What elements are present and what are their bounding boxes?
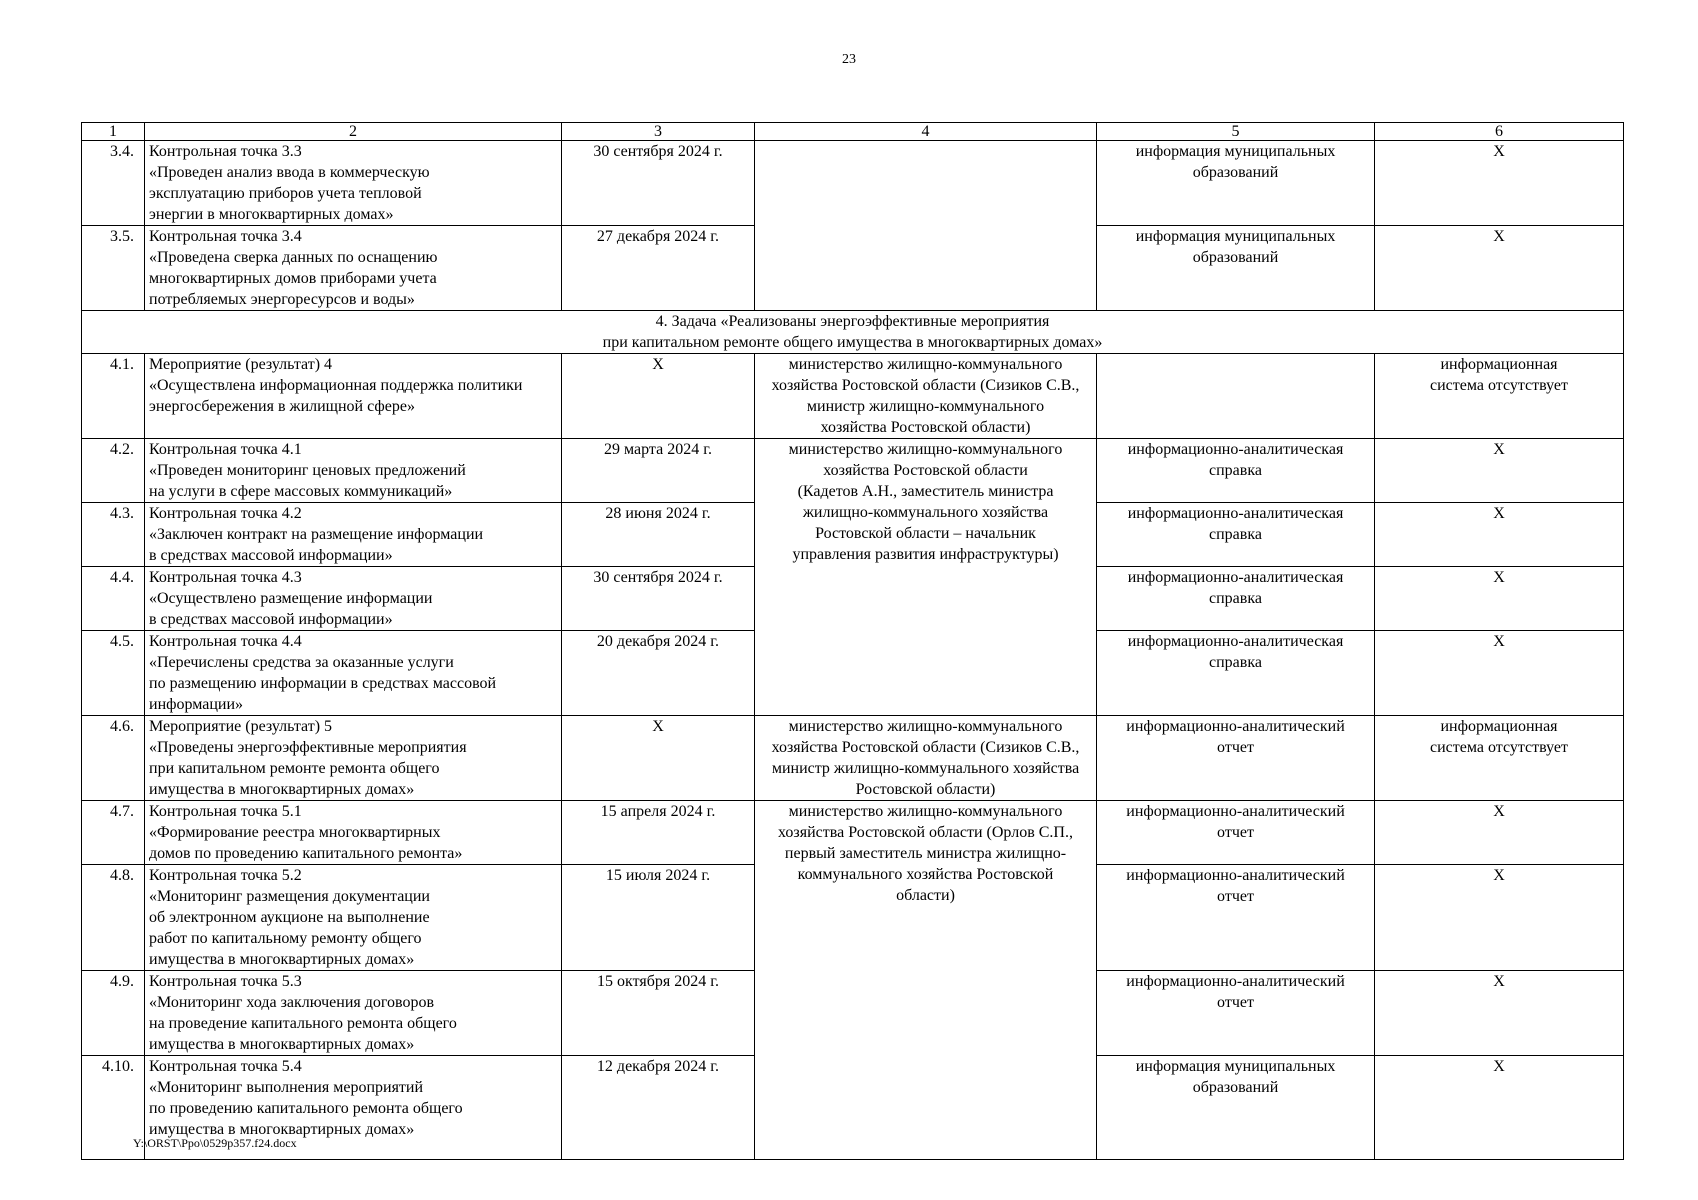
task-row — [82, 311, 1624, 354]
row-number: 4.10. — [82, 1056, 145, 1160]
item-description: Контрольная точка 4.4 «Перечислены средства за оказанные услуги по размещению информации в средствах массовой информации» — [145, 631, 562, 716]
row-number: 4.9. — [82, 971, 145, 1056]
deadline: 29 марта 2024 г. — [562, 439, 755, 503]
table-row — [82, 141, 1624, 226]
info-system: X — [1375, 141, 1624, 226]
document-type: информационно-аналитический отчет — [1097, 716, 1375, 801]
deadline: 27 декабря 2024 г. — [562, 226, 755, 311]
item-description: Контрольная точка 4.2 «Заключен контракт на размещение информации в средствах массовой информации» — [145, 503, 562, 567]
item-description: Контрольная точка 5.2 «Мониторинг размещения документации об электронном аукционе на выполнение работ по капитальному ремонту общего имущества в многоквартирных домах» — [145, 865, 562, 971]
deadline: 30 сентября 2024 г. — [562, 567, 755, 631]
item-description: Контрольная точка 5.3 «Мониторинг хода заключения договоров на проведение капитального ремонта общего имущества в многоквартирных домах» — [145, 971, 562, 1056]
table-row — [82, 801, 1624, 865]
item-description: Контрольная точка 4.1 «Проведен мониторинг ценовых предложений на услуги в сфере массовых коммуникаций» — [145, 439, 562, 503]
row-number: 4.6. — [82, 716, 145, 801]
info-system: X — [1375, 801, 1624, 865]
deadline: X — [562, 716, 755, 801]
document-type: информационно-аналитическая справка — [1097, 631, 1375, 716]
deadline: 15 октября 2024 г. — [562, 971, 755, 1056]
table-row — [82, 354, 1624, 439]
info-system: X — [1375, 865, 1624, 971]
column-header: 3 — [562, 123, 755, 141]
info-system: X — [1375, 226, 1624, 311]
deadline: 30 сентября 2024 г. — [562, 141, 755, 226]
document-type: информационно-аналитический отчет — [1097, 971, 1375, 1056]
item-description: Контрольная точка 3.4 «Проведена сверка данных по оснащению многоквартирных домов приборами учета потребляемых энергоресурсов и воды» — [145, 226, 562, 311]
document-type: информация муниципальных образований — [1097, 1056, 1375, 1160]
info-system: X — [1375, 439, 1624, 503]
row-number: 4.3. — [82, 503, 145, 567]
table-row — [82, 716, 1624, 801]
row-number: 3.4. — [82, 141, 145, 226]
info-system: информационная система отсутствует — [1375, 716, 1624, 801]
row-number: 4.2. — [82, 439, 145, 503]
info-system: информационная система отсутствует — [1375, 354, 1624, 439]
row-number: 4.5. — [82, 631, 145, 716]
responsible: министерство жилищно-коммунального хозяйства Ростовской области (Сизиков С.В., министр жилищно-коммунального хозяйства Ростовской области) — [755, 354, 1097, 439]
column-header: 4 — [755, 123, 1097, 141]
document-type: информационно-аналитический отчет — [1097, 801, 1375, 865]
column-header: 6 — [1375, 123, 1624, 141]
table-row — [82, 439, 1624, 503]
file-path-footer: Y:\ORST\Ppo\0529p357.f24.docx — [133, 1136, 297, 1150]
column-header: 2 — [145, 123, 562, 141]
item-description: Контрольная точка 5.4 «Мониторинг выполнения мероприятий по проведению капитального ремонта общего имущества в многоквартирных домах» — [145, 1056, 562, 1160]
deadline: 15 июля 2024 г. — [562, 865, 755, 971]
info-system: X — [1375, 503, 1624, 567]
column-header: 1 — [82, 123, 145, 141]
item-description: Мероприятие (результат) 5 «Проведены энергоэффективные мероприятия при капитальном ремонте ремонта общего имущества в многоквартирных домах» — [145, 716, 562, 801]
deadline: 12 декабря 2024 г. — [562, 1056, 755, 1160]
responsible: министерство жилищно-коммунального хозяйства Ростовской области (Кадетов А.Н., заместитель министра жилищно-коммунального хозяйства Ростовской области – начальник управления развития инфраструктуры) — [755, 439, 1097, 716]
deadline: 20 декабря 2024 г. — [562, 631, 755, 716]
info-system: X — [1375, 971, 1624, 1056]
responsible: министерство жилищно-коммунального хозяйства Ростовской области (Орлов С.П., первый заместитель министра жилищно- коммунального хозяйства Ростовской области) — [755, 801, 1097, 1160]
row-number: 4.4. — [82, 567, 145, 631]
document-type-empty — [1097, 354, 1375, 439]
document-type: информация муниципальных образований — [1097, 141, 1375, 226]
responsible-empty — [755, 141, 1097, 311]
info-system: X — [1375, 631, 1624, 716]
row-number: 4.7. — [82, 801, 145, 865]
page-number: 23 — [842, 52, 856, 67]
item-description: Контрольная точка 4.3 «Осуществлено размещение информации в средствах массовой информации» — [145, 567, 562, 631]
document-type: информация муниципальных образований — [1097, 226, 1375, 311]
task-heading: 4. Задача «Реализованы энергоэффективные мероприятия при капитальном ремонте общего имущества в многоквартирных домах» — [82, 311, 1624, 354]
item-description: Контрольная точка 5.1 «Формирование реестра многоквартирных домов по проведению капитального ремонта» — [145, 801, 562, 865]
info-system: X — [1375, 567, 1624, 631]
column-header: 5 — [1097, 123, 1375, 141]
deadline: 28 июня 2024 г. — [562, 503, 755, 567]
item-description: Контрольная точка 3.3 «Проведен анализ ввода в коммерческую эксплуатацию приборов учета тепловой энергии в многоквартирных домах» — [145, 141, 562, 226]
document-type: информационно-аналитическая справка — [1097, 439, 1375, 503]
info-system: X — [1375, 1056, 1624, 1160]
responsible: министерство жилищно-коммунального хозяйства Ростовской области (Сизиков С.В., министр жилищно-коммунального хозяйства Ростовской области) — [755, 716, 1097, 801]
item-description: Мероприятие (результат) 4 «Осуществлена информационная поддержка политики энергосбережения в жилищной сфере» — [145, 354, 562, 439]
document-type: информационно-аналитическая справка — [1097, 503, 1375, 567]
deadline: 15 апреля 2024 г. — [562, 801, 755, 865]
document-type: информационно-аналитический отчет — [1097, 865, 1375, 971]
column-header-row — [82, 123, 1624, 141]
plan-table — [81, 122, 1624, 1160]
row-number: 4.8. — [82, 865, 145, 971]
row-number: 3.5. — [82, 226, 145, 311]
document-type: информационно-аналитическая справка — [1097, 567, 1375, 631]
row-number: 4.1. — [82, 354, 145, 439]
deadline: X — [562, 354, 755, 439]
